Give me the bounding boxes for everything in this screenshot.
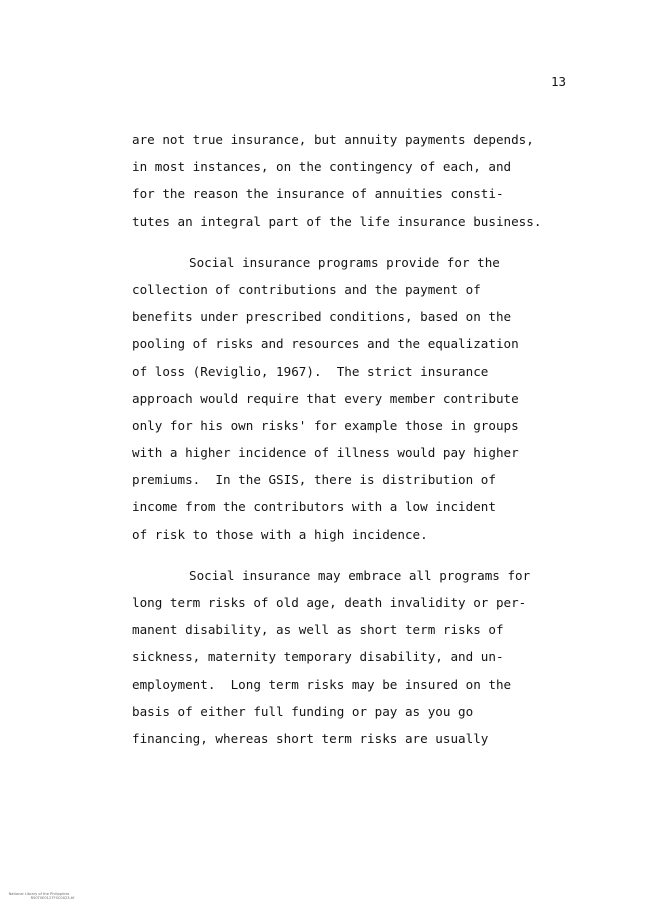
text-line: with a higher incidence of illness would pay higher (132, 445, 519, 461)
text-line: basis of either full funding or pay as you go (132, 703, 474, 719)
paragraph-gap (132, 548, 632, 562)
body-text (132, 126, 632, 752)
text-line: Social insurance may embrace all programs for (189, 567, 531, 583)
text-line: collection of contributions and the payment of (132, 281, 481, 297)
page-number: 13 (550, 74, 566, 89)
text-line: long term risks of old age, death invalidity or per- (132, 595, 527, 610)
paragraph-gap (132, 235, 632, 249)
text-line: of loss (Reviglio, 1967). The strict insurance (132, 363, 489, 379)
text-line: income from the contributors with a low incident (132, 499, 496, 515)
footer-library: National Library of the Philippines (8, 892, 70, 896)
text-line: in most instances, on the contingency of each, and (132, 159, 512, 175)
paragraph-1 (132, 126, 632, 235)
text-line: approach would require that every member contribute (132, 390, 519, 406)
text-line: Social insurance programs provide for the (189, 254, 500, 270)
text-line: pooling of risks and resources and the equalization (132, 336, 519, 352)
text-line: financing, whereas short term risks are usually (132, 730, 489, 746)
footer-file-id: RS0T0E0127F0C0023.tif (30, 896, 75, 900)
text-line: benefits under prescribed conditions, based on the (132, 309, 512, 325)
text-line: for the reason the insurance of annuities consti- (132, 186, 504, 202)
paragraph-3 (132, 562, 632, 752)
text-line: of risk to those with a high incidence. (132, 526, 428, 542)
text-line: are not true insurance, but annuity payments depends, (132, 132, 534, 147)
text-line: sickness, maternity temporary disability, and un- (132, 649, 504, 665)
text-line: employment. Long term risks may be insured on the (132, 676, 512, 692)
scan-footer (4, 888, 74, 900)
text-line: manent disability, as well as short term risks of (132, 622, 504, 638)
text-line: tutes an integral part of the life insurance business. (132, 213, 542, 229)
text-line: premiums. In the GSIS, there is distribution of (132, 472, 496, 488)
text-line: only for his own risks' for example those in groups (132, 417, 519, 433)
paragraph-2 (132, 249, 632, 548)
